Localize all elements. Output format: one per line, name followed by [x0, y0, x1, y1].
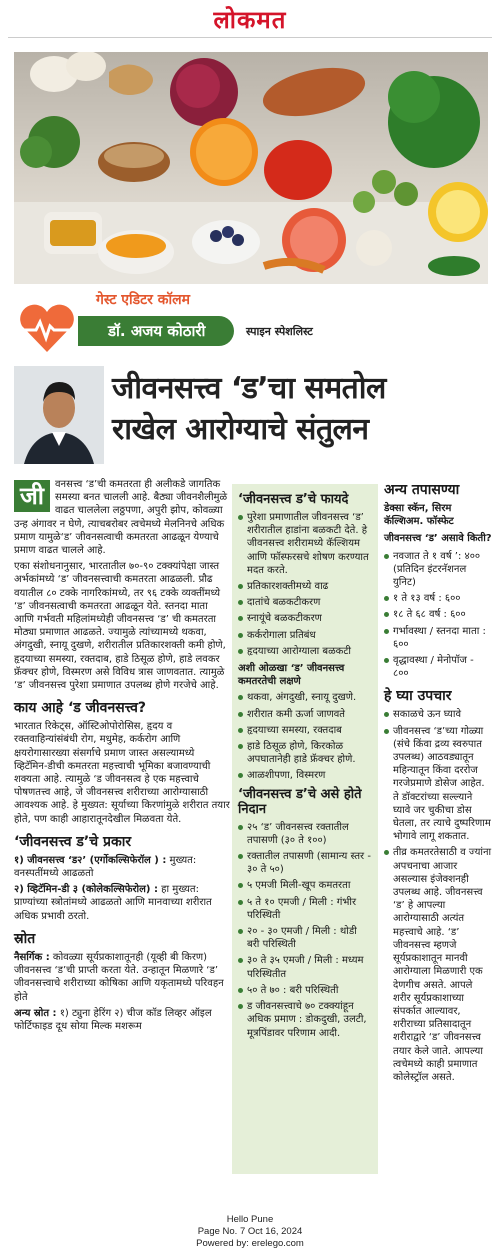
dose-question: जीवनसत्त्व ‘ड’ असावे किती? [384, 533, 492, 545]
list-item: शरीरात कमी ऊर्जा जाणवते [238, 708, 372, 721]
symptoms-list [238, 691, 372, 782]
column-3 [384, 482, 492, 1087]
article-headline [112, 368, 490, 450]
section-heading-what: काय आहे ‘ड जीवनसत्त्व? [14, 700, 147, 717]
list-item: गर्भावस्था / स्तनदा माता : ६०० [384, 625, 492, 651]
source-other [14, 1007, 230, 1033]
guest-column-label: गेस्ट एडिटर कॉलम [96, 292, 191, 308]
author-photo [14, 366, 104, 464]
column-1 [14, 478, 230, 1036]
masthead-divider [8, 37, 492, 38]
list-item: जीवनसत्त्व ‘ड’च्या गोळ्या (संचे किंवा द्रव्य स्वरुपात उपलब्ध) आठवड्यातून महिन्यातून किंवा दररोज गरजेप्रमाणे डोसेज आहेत. ते डॉक्टरांच्या सल्ल्याने घ्यावे जर चुकीचा डोस घेतला, तर त्याचे दुष्परिणाम भोगावे लागू शकतात. [384, 725, 492, 844]
benefits-list [238, 511, 372, 658]
column-2-sidebar [232, 484, 378, 1174]
list-item: रक्तातील तपासणी (सामान्य स्तर - ३० ते ५०) [238, 850, 372, 876]
masthead [0, 0, 500, 40]
list-item: दातांचे बळकटीकरण [238, 596, 372, 609]
diagnosis-heading: ‘जीवनसत्त्व ड’चे असे होते निदान [238, 786, 362, 817]
list-item: २५ ‘ड’ जीवनसत्त्व रक्तातील तपासणी (३० ते १००) [238, 821, 372, 847]
author-name: डॉ. अजय कोठारी [78, 316, 234, 346]
list-item: १ ते १३ वर्ष : ६०० [384, 592, 492, 605]
powered-by: Powered by: erelego.com [196, 1238, 304, 1249]
source-other-title: अन्य स्रोत : [14, 1007, 57, 1019]
page-date: Page No. 7 Oct 16, 2024 [197, 1226, 303, 1237]
source-other-text: १) ट्युना हेरिंग २) चीज कॉड लिव्हर ऑइल फोर्टिफाइड दूध सोया मिल्क मशरूम [14, 1007, 212, 1032]
source-natural [14, 951, 230, 1004]
list-item: २० - ३० एमजी / मिली : थोडी बरी परिस्थिती [238, 925, 372, 951]
author-designation: स्पाइन स्पेशलिस्ट [246, 325, 313, 338]
type-1-title: १) जीवनसत्त्व ‘ड२’ (एर्गोकल्सिफेरॉल ) : [14, 854, 167, 866]
headline-line-1: जीवनसत्त्व ‘ड’चा समतोल [112, 371, 386, 406]
research-paragraph: एका संशोधनानुसार, भारतातील ७०-९० टक्क्यांपेक्षा जास्त अर्भकांमध्ये ‘ड’ जीवनसत्त्वाची कमतरता आढळली. प्रौढ वयातील ८० टक्के नागरिकांमध्ये, तर ९६ टक्के व्यक्तींमध्ये ‘ड’ जीवनसत्वाची कमतरता आढळून येते. स्तनदा माता आणि गर्भवती महिलांमध्येही जीवनसत्त्व ‘ड’ ची कमतरता मोठ्या प्रमाणात आढळते. ज्यामुळे त्यांच्यामध्ये थकवा, अंगदुखी, स्नायू दुखणे, शरीरातील प्रतिकारशक्ती कमी होणे, हृदयाच्या समस्या, रक्तदाब, हाडे ठिसूळ होणे, हाडे लवकर फ्रॅक्चर होणे, विस्मरण असे विविध त्रास जाणवतात. त्यामुळे ‘ड’ जीवनसत्त्व पुरेशा प्रमाणात उपलब्ध होणे गरजेचे आहे. [14, 561, 226, 692]
list-item: तीव्र कमतरतेसाठी व ज्यांना अपचनाचा आजार असल्यास इंजेक्शनही उपलब्ध आहे. जीवनसत्त्व ‘ड’ हे आपल्या आरोग्यासाठी अत्यंत महत्त्वाचे आहे. ‘ड’ जीवनसत्त्व म्हणजे सूर्यप्रकाशातून मानवी आरोग्याला मिळणारी एक देणगीच असते. आपले शरीर सूर्यप्रकाशाच्या संपर्कात आल्यावर, शरीराच्या प्रतिसादातून शरीराद्वारे ‘ड’ जीवनसत्त्व तयार केले जाते. आपल्या त्वचेमध्ये काही प्रमाणात कोलेस्ट्रॉल असते. [384, 846, 492, 1084]
remedy-heading: हे घ्या उपचार [384, 688, 452, 705]
drop-cap: जी [14, 480, 50, 512]
type-2-text: हा मुख्यत: प्राण्यांच्या स्त्रोतांमध्ये आढळतो आणि मानवाच्या शरीरात अधिक प्रभावी ठरतो. [14, 884, 212, 922]
list-item: हृदयाच्या समस्या, रक्तदाब [238, 724, 372, 737]
list-item: ५ एमजी मिली-खूप कमतरता [238, 879, 372, 892]
what-paragraph: भारतात रिकेट्स, ऑस्टिओपोरोसिस, हृदय व रक्तवाहिन्यांसंबंधी रोग, मधुमेह, कर्करोग आणि क्षयरोगासारख्या संसर्गाचे प्रमाण जास्त असल्यामध्ये व्हिटॅमिन-डीची कमतरता महत्त्वाची भूमिका बजावण्याची शक्यता आहे. त्यामुळे ‘ड जीवनसत्व हे एक महत्त्वाचे पोषणतत्त्व आहे, जे जीवनसत्त्व शरीराच्या आरोग्यासाठी आवश्यक आहे. हे मुख्यत: सूर्याच्या किरणांमुळे शरीरात तयार होते, पण काही आहारातूनदेखील मिळवता येते. [14, 721, 230, 825]
newspaper-logo: लोकमत [213, 5, 287, 34]
list-item: ३० ते ३५ एमजी / मिली : मध्यम परिस्थितीत [238, 954, 372, 980]
list-item: वृद्धावस्था / मेनोपॉज - ८०० [384, 654, 492, 680]
source-natural-text: कोवळ्या सूर्यप्रकाशातूनही (यूव्ही बी किरण) जीवनसत्त्व ‘ड’ची प्राप्ती करता येते. उन्हातून मिळणारे ‘ड’ जीवनसत्त्वाचे शरीराच्या कोषिका आणि यकृतामध्ये परिवहन होते [14, 951, 224, 1003]
list-item: स्नायूंचे बळकटीकरण [238, 612, 372, 625]
food-illustration [14, 52, 488, 284]
guest-editor-band [14, 290, 488, 360]
list-item: सकाळचे ऊन घ्यावे [384, 708, 492, 721]
tests-heading: अन्य तपासण्या [384, 482, 460, 498]
list-item: कर्करोगाला प्रतिबंध [238, 629, 372, 642]
source-natural-title: नैसर्गिक : [14, 951, 50, 963]
list-item: ५ ते १० एमजी / मिली : गंभीर परिस्थिती [238, 896, 372, 922]
portrait-illustration [14, 366, 104, 464]
intro-paragraph: वनसत्त्व ‘ड’ची कमतरता ही अलीकडे जागतिक समस्या बनत चालली आहे. बैठ्या जीवनशैलीमुळे वाढत चाललेला लठ्ठपणा, अपुरी झोप, कोवळ्या उन्ह अंगावर न घेणे, त्याचबरोबर त्वचेमध्ये मेलनिनचे अधिक प्रमाण यामुळे‘ड’ जीवनसत्वाची कमतरता आढळून येण्याचे प्रमाण वाढत चालले आहे. [14, 479, 228, 557]
tests-text: डेक्सा स्कॅन, सिरम कॅल्शिअम. फॉस्फेट [384, 503, 454, 528]
list-item: १८ ते ६८ वर्ष : ६०० [384, 608, 492, 621]
list-item: नवजात ते १ वर्ष ’: ४०० (प्रतिदिन इंटरनॅशनल युनिट) [384, 550, 492, 590]
symptoms-heading: अशी ओळखा ‘ड’ जीवनसत्त्व कमतरतेची लक्षणे [238, 663, 345, 688]
type-2 [14, 883, 230, 923]
type-1 [14, 854, 230, 880]
type-2-title: २) व्हिटॅमिन-डी ३ (कोलेकल्सिफेरोल) : [14, 884, 158, 896]
section-heading-types: ‘जीवनसत्त्व ड’चे प्रकार [14, 833, 132, 850]
list-item: आळशीपणा, विस्मरण [238, 769, 372, 782]
list-item: थकवा, अंगदुखी, स्नायू दुखणे. [238, 691, 372, 704]
diagnosis-list [238, 821, 372, 1040]
dose-list [384, 550, 492, 681]
list-item: प्रतिकारशक्तीमध्ये वाढ [238, 580, 372, 593]
section-heading-source: स्रोत [14, 930, 36, 947]
list-item: हृदयाच्या आरोग्याला बळकटी [238, 645, 372, 658]
benefits-heading: ‘जीवनसत्त्व ड’चे फायदे [238, 492, 349, 507]
list-item: पुरेशा प्रमाणातील जीवनसत्त्व ‘ड’ शरीरातील हाडांना बळकटी देते. हे जीवनसत्त्व शरीरामध्ये कॅल्शियम आणि फॉस्फरसचे शोषण करण्यात मदत करते. [238, 511, 372, 577]
list-item: ड जीवनसत्त्वाचे ७० टक्क्यांहून अधिक प्रमाण : डोकदुखी, उलटी, मूत्रपिंडावर परिणाम आदी. [238, 1000, 372, 1040]
type-1-text: मुख्यत: वनस्पतींमध्ये आढळतो [14, 854, 197, 880]
list-item: ५० ते ७० : बरी परिस्थिती [238, 984, 372, 997]
hero-food-image [14, 52, 488, 284]
page-footer [0, 1214, 500, 1250]
remedy-list [384, 708, 492, 1084]
edition-name: Hello Pune [226, 1214, 274, 1225]
headline-line-2: राखेल आरोग्याचे संतुलन [112, 412, 369, 447]
list-item: हाडे ठिसूळ होणे, किरकोळ अपघातानेही हाडे फ्रॅक्चर होणे. [238, 740, 372, 766]
heart-icon [18, 304, 76, 354]
